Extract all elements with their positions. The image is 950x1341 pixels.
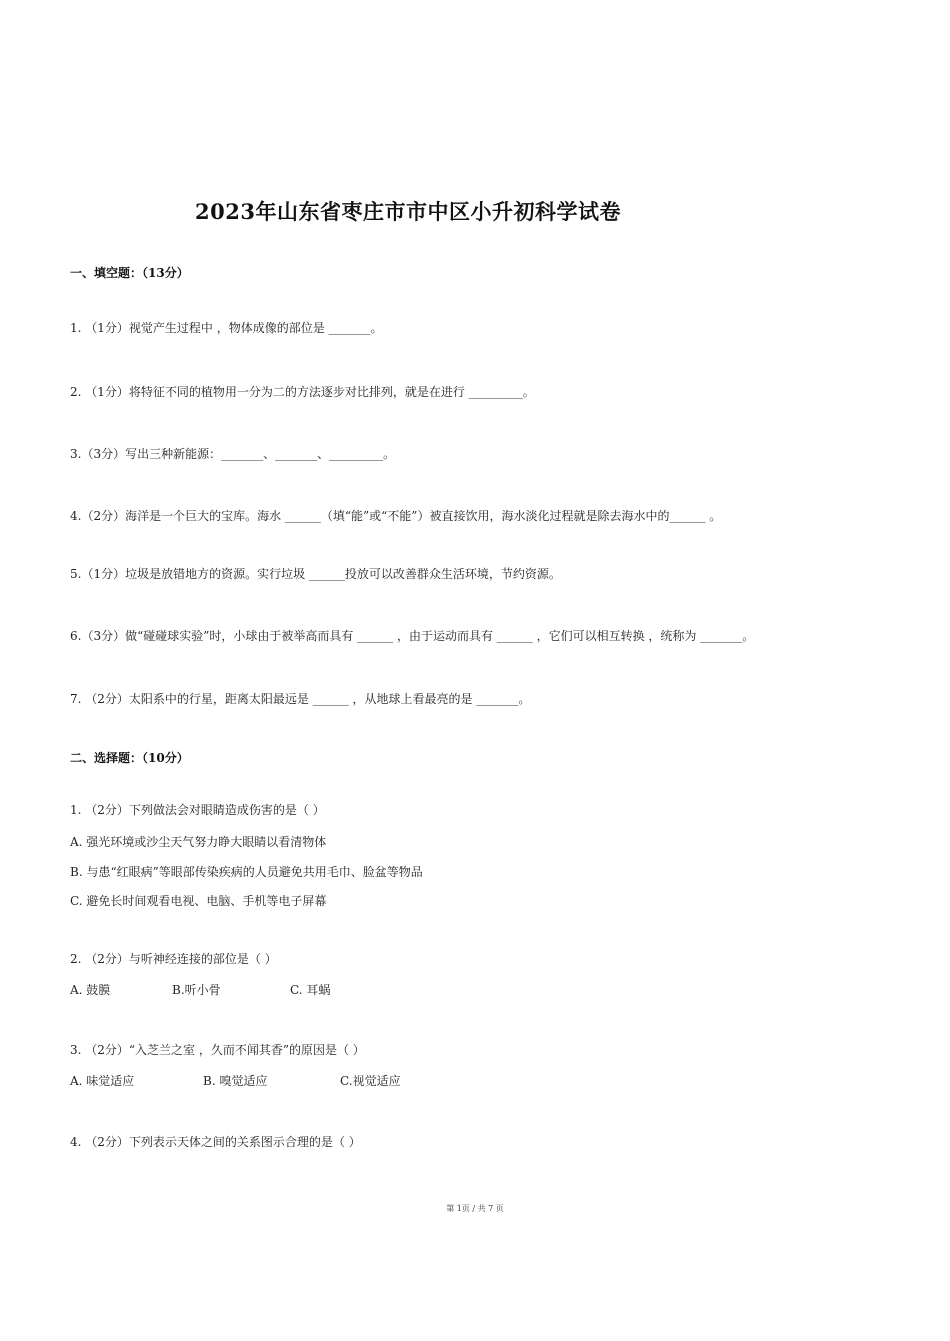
choice-question-4-stem: 4. （2分）下列表示天体之间的关系图示合理的是（ ） (70, 1135, 361, 1149)
choice-question-1-stem: 1. （2分）下列做法会对眼睛造成伤害的是（ ） (70, 803, 325, 817)
section-heading-fill-in: 一、填空题：（13分） (70, 266, 189, 280)
choice-question-1-option-b: B. 与患“红眼病”等眼部传染疾病的人员避免共用毛巾、脸盆等物品 (70, 865, 423, 879)
choice-question-2-option-c: C. 耳蜗 (290, 983, 331, 997)
fill-question-1: 1. （1分）视觉产生过程中 ，物体成像的部位是 _______。 (70, 321, 383, 335)
fill-question-3: 3.（3分）写出三种新能源：_______、_______、_________。 (70, 447, 396, 461)
choice-question-2-stem: 2. （2分）与听神经连接的部位是（ ） (70, 952, 277, 966)
choice-question-1-option-a: A. 强光环境或沙尘天气努力睁大眼睛以看清物体 (70, 835, 327, 849)
fill-question-4: 4.（2分）海洋是一个巨大的宝库。海水 ______（填“能”或“不能”）被直接饮用，海水淡化过程就是除去海水中的______ 。 (70, 509, 722, 523)
page-footer: 第 1页 / 共 7 页 (446, 1204, 504, 1213)
page-title: 2023年山东省枣庄市市中区小升初科学试卷 (195, 199, 621, 224)
choice-question-1-option-c: C. 避免长时间观看电视、电脑、手机等电子屏幕 (70, 894, 327, 908)
choice-question-3-option-b: B. 嗅觉适应 (203, 1074, 268, 1088)
choice-question-3-option-a: A. 味觉适应 (70, 1074, 135, 1088)
fill-question-2: 2. （1分）将特征不同的植物用一分为二的方法逐步对比排列，就是在进行 _________。 (70, 385, 535, 399)
fill-question-5: 5.（1分）垃圾是放错地方的资源。实行垃圾 ______投放可以改善群众生活环境，节约资源。 (70, 567, 561, 581)
fill-question-7: 7. （2分）太阳系中的行星，距离太阳最远是 ______ ，从地球上看最亮的是 _______。 (70, 692, 531, 706)
choice-question-2-option-b: B.听小骨 (172, 983, 221, 997)
section-heading-choice: 二、选择题：（10分） (70, 751, 189, 765)
choice-question-3-stem: 3. （2分）“入芝兰之室 ，久而不闻其香”的原因是（ ） (70, 1043, 365, 1057)
fill-question-6: 6.（3分）做“碰碰球实验”时，小球由于被举高而具有 ______ ，由于运动而具有 ______ ，它们可以相互转换 ，统称为 _______。 (70, 629, 755, 643)
choice-question-3-option-c: C.视觉适应 (340, 1074, 401, 1088)
choice-question-2-option-a: A. 鼓膜 (70, 983, 111, 997)
